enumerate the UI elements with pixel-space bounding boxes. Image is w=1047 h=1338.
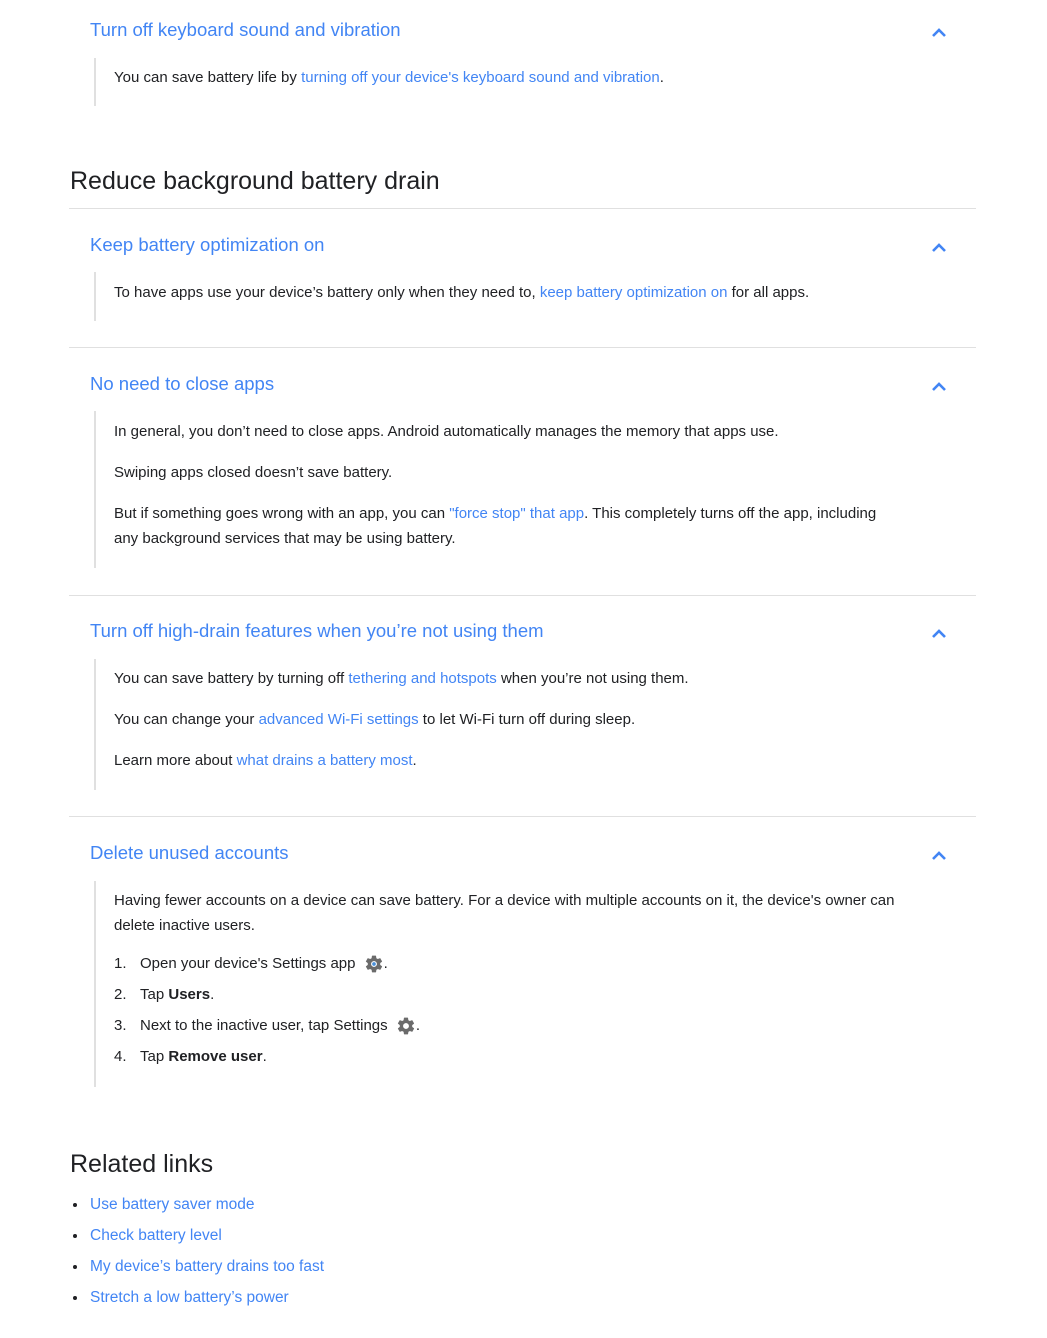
paragraph: Swiping apps closed doesn’t save battery. — [114, 464, 393, 481]
section-body-keyboard — [94, 58, 914, 106]
text: You can save battery life by — [114, 69, 302, 86]
chevron-up-icon[interactable] — [930, 27, 948, 39]
bullet — [73, 1203, 77, 1207]
step-number: 2. — [114, 986, 127, 1003]
steps-list — [114, 948, 914, 1072]
link-check-battery-level[interactable]: Check battery level — [90, 1227, 222, 1244]
settings-gear-icon — [364, 954, 384, 974]
heading-related-links: Related links — [70, 1150, 214, 1178]
text: . — [412, 752, 417, 769]
link-force-stop[interactable]: "force stop" that app — [449, 505, 585, 522]
link-what-drains-battery[interactable]: what drains a battery most — [236, 752, 413, 769]
heading-reduce-background-drain: Reduce background battery drain — [70, 167, 440, 195]
text: . — [415, 1017, 420, 1034]
bullet — [73, 1265, 77, 1269]
link-tethering-hotspots[interactable]: tethering and hotspots — [348, 670, 497, 687]
section-title-delete-accounts[interactable]: Delete unused accounts — [90, 842, 289, 863]
link-battery-saver[interactable]: Use battery saver mode — [90, 1196, 255, 1213]
divider — [69, 347, 976, 348]
list-item — [114, 1010, 914, 1041]
list-item — [114, 979, 914, 1010]
chevron-up-icon[interactable] — [930, 850, 948, 862]
text: Tap — [140, 986, 169, 1003]
list-item — [70, 1189, 324, 1220]
related-links-list — [70, 1189, 324, 1313]
settings-gear-icon — [396, 1016, 416, 1036]
step-number: 4. — [114, 1048, 127, 1065]
link-battery-drains-fast[interactable]: My device’s battery drains too fast — [90, 1258, 325, 1275]
link-advanced-wifi[interactable]: advanced Wi-Fi settings — [258, 711, 419, 728]
text: to let Wi-Fi turn off during sleep. — [418, 711, 636, 728]
section-body-optimization — [94, 272, 914, 321]
paragraph — [114, 65, 914, 90]
list-item — [70, 1251, 324, 1282]
text: Open your device's Settings app — [140, 955, 360, 972]
list-item — [114, 1041, 914, 1072]
paragraph — [114, 666, 914, 691]
text: . — [262, 1048, 267, 1065]
link-battery-optimization[interactable]: keep battery optimization on — [539, 284, 728, 301]
chevron-up-icon[interactable] — [930, 628, 948, 640]
text: Next to the inactive user, tap Settings — [140, 1017, 392, 1034]
section-title-optimization[interactable]: Keep battery optimization on — [90, 234, 325, 255]
paragraph — [114, 748, 914, 773]
bullet — [73, 1234, 77, 1238]
paragraph: In general, you don’t need to close apps. Android automatically manages the memory that apps use. — [114, 423, 779, 440]
list-item — [70, 1220, 324, 1251]
paragraph — [114, 280, 914, 305]
text: . — [210, 986, 215, 1003]
bold-label-users: Users — [168, 986, 211, 1003]
link-stretch-battery[interactable]: Stretch a low battery’s power — [90, 1289, 289, 1306]
section-body-close-apps — [94, 411, 914, 568]
text: You can save battery by turning off — [114, 670, 349, 687]
bullet — [73, 1296, 77, 1300]
paragraph — [114, 501, 904, 551]
bold-label-remove-user: Remove user — [168, 1048, 263, 1065]
text: for all apps. — [727, 284, 810, 301]
section-title-high-drain[interactable]: Turn off high-drain features when you’re not using them — [90, 620, 544, 641]
text: But if something goes wrong with an app, you can — [114, 505, 450, 522]
paragraph — [114, 707, 914, 732]
text: . — [383, 955, 388, 972]
section-body-high-drain — [94, 659, 914, 790]
chevron-up-icon[interactable] — [930, 242, 948, 254]
text: Learn more about — [114, 752, 237, 769]
step-number: 1. — [114, 955, 127, 972]
text: . — [659, 69, 664, 86]
text: Tap — [140, 1048, 169, 1065]
text: . This completely turns off the app, including any background services that may be using battery. — [114, 505, 877, 547]
step-number: 3. — [114, 1017, 127, 1034]
text: To have apps use your device’s battery only when they need to, — [114, 284, 540, 301]
chevron-up-icon[interactable] — [930, 381, 948, 393]
section-title-keyboard[interactable]: Turn off keyboard sound and vibration — [90, 19, 401, 40]
list-item — [70, 1282, 324, 1313]
divider — [69, 595, 976, 596]
divider — [69, 208, 976, 209]
text: when you’re not using them. — [496, 670, 689, 687]
link-keyboard-sound[interactable]: turning off your device's keyboard sound and vibration — [301, 69, 660, 86]
list-item — [114, 948, 914, 979]
divider — [69, 816, 976, 817]
section-title-close-apps[interactable]: No need to close apps — [90, 373, 275, 394]
section-body-delete-accounts — [94, 881, 914, 1087]
text: You can change your — [114, 711, 259, 728]
paragraph: Having fewer accounts on a device can save battery. For a device with multiple accounts on it, the device's owner can delete inactive users. — [114, 892, 895, 934]
